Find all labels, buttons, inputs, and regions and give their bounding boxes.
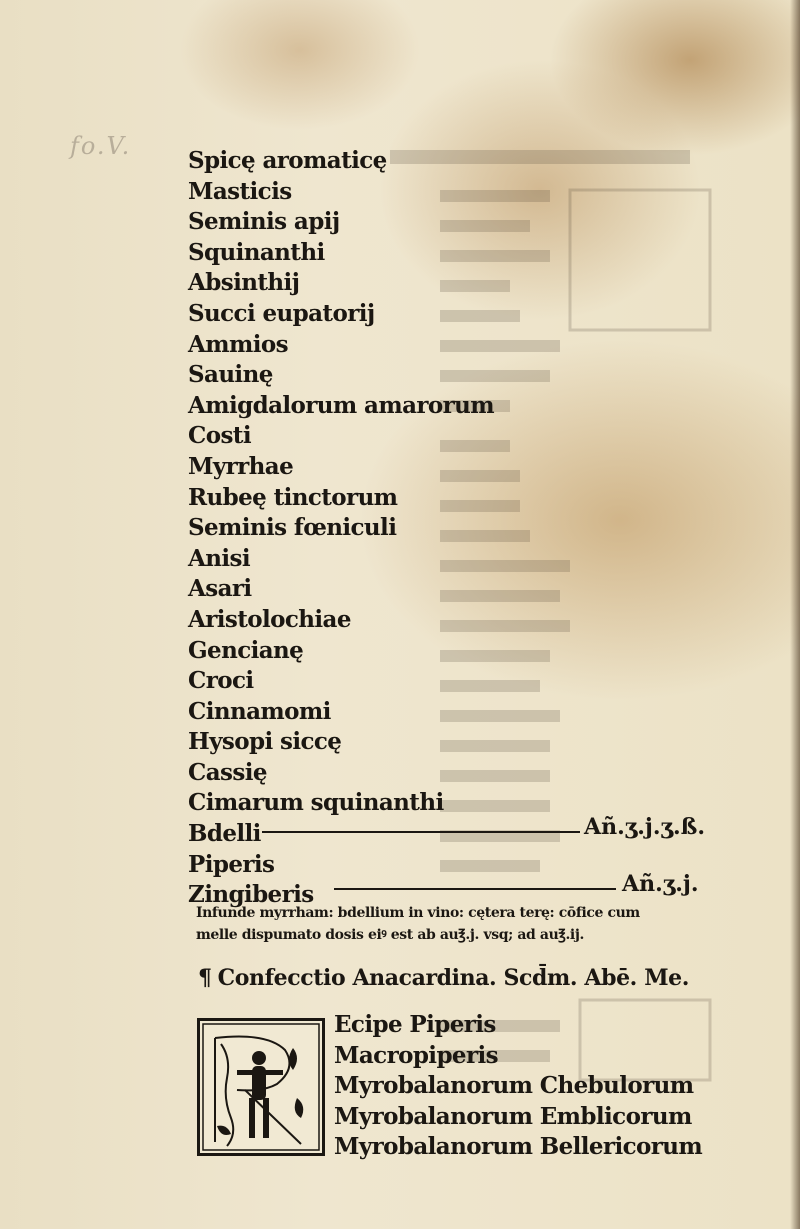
ingredient-list — [188, 146, 494, 911]
recipe-line: Myrobalanorum Chebulorum — [334, 1072, 694, 1099]
ingredient-line: Ammios — [188, 330, 288, 358]
ingredient-line: Absinthij — [188, 269, 300, 297]
ingredient-line: Asari — [188, 575, 252, 603]
instruction-line: Infunde myrrham: bdellium in vino: cętera terę: cōfice cum — [196, 905, 640, 921]
pilcrow-icon: ¶ — [198, 965, 212, 991]
ingredient-line: Zingiberis — [188, 881, 314, 909]
recipe-list — [334, 1010, 702, 1163]
recipe-line: Macropiperis — [334, 1041, 498, 1069]
ingredient-line: Cinnamomi — [188, 697, 331, 725]
ingredient-line: Cassię — [188, 758, 267, 786]
ingredient-line: Sauinę — [188, 361, 273, 389]
dose-rule-1 — [262, 831, 580, 833]
ingredient-line: Seminis apij — [188, 208, 340, 236]
ingredient-line: Piperis — [188, 850, 275, 878]
dose-label-2: Añ.ʒ.j. — [622, 871, 699, 897]
ingredient-line: Myrrhae — [188, 452, 294, 480]
preparation-instructions — [196, 902, 716, 946]
ingredient-line: Costi — [188, 422, 251, 450]
dose-rule-2 — [334, 888, 616, 890]
ingredient-line: Seminis fœniculi — [188, 514, 397, 542]
ingredient-line: Anisi — [188, 544, 250, 572]
recipe-line: Myrobalanorum Emblicorum — [334, 1102, 692, 1130]
recipe-line: Ecipe Piperis — [334, 1011, 496, 1038]
ingredient-line: Aristolochiae — [188, 605, 351, 633]
ingredient-line: Croci — [188, 667, 254, 695]
recipe-heading-text: Confecctio Anacardina. Scd̄m. Abē. Me. — [217, 965, 690, 991]
dose-label-1: Añ.ʒ.j.ʒ.ß. — [584, 814, 706, 840]
recipe-heading — [198, 965, 689, 991]
folio-number: fo.V. — [70, 132, 132, 160]
ingredient-line: Hysopi siccę — [188, 728, 342, 756]
ingredient-line: Bdelli — [188, 820, 261, 848]
ingredient-line: Spicę aromaticę — [188, 147, 387, 174]
ingredient-line: Masticis — [188, 177, 292, 205]
ingredient-line: Squinanthi — [188, 238, 325, 266]
ingredient-line: Succi eupatorij — [188, 299, 375, 327]
ingredient-line: Cimarum squinanthi — [188, 789, 444, 817]
ingredient-line: Gencianę — [188, 636, 304, 664]
woodcut-initial-r-icon — [197, 1018, 325, 1156]
ingredient-line: Amigdalorum amarorum — [188, 391, 495, 419]
instruction-line: melle dispumato dosis eiꝰ est ab au℥.j. vsq; ad au℥.ij. — [196, 927, 584, 943]
recipe-line: Myrobalanorum Bellericorum — [334, 1133, 703, 1160]
page-edge-shadow — [790, 0, 800, 1229]
ingredient-line: Rubeę tinctorum — [188, 483, 398, 511]
